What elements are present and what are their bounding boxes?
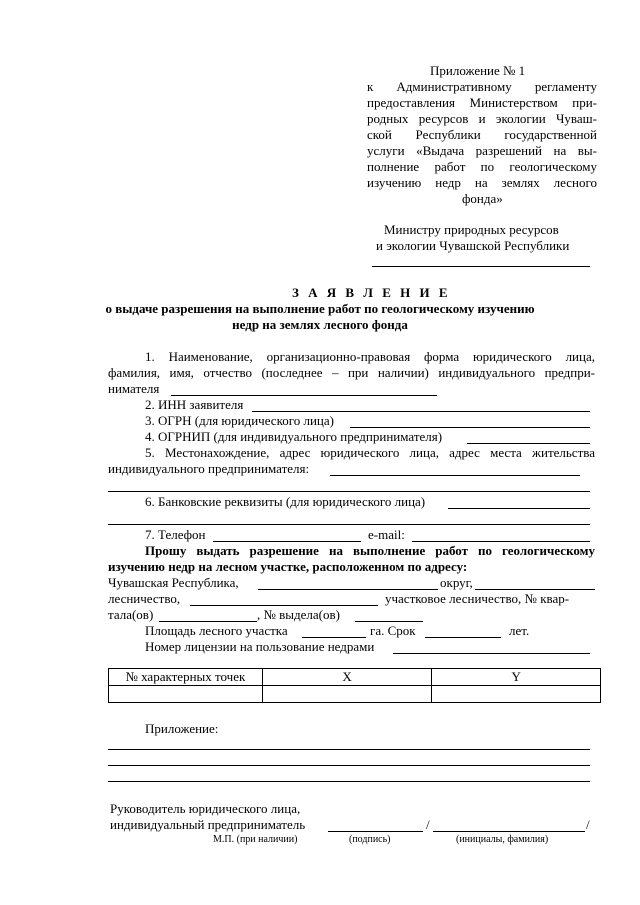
table-header-y: Y bbox=[432, 669, 601, 686]
request-district-forestry: участковое лесничество, № квар- bbox=[385, 591, 570, 606]
request-kvartal-blank[interactable] bbox=[159, 621, 257, 622]
field-4-label: 4. ОГРНИП (для индивидуального предпринимателя) bbox=[145, 429, 443, 444]
document-subtitle-2: недр на землях лесного фонда bbox=[232, 317, 408, 332]
appendix-line: родных ресурсов и экологии Чуваш- bbox=[367, 111, 597, 126]
field-3-label: 3. ОГРН (для юридического лица) bbox=[145, 413, 334, 428]
request-vydel: , № выдела(ов) bbox=[257, 607, 340, 622]
attachment-label: Приложение: bbox=[145, 721, 219, 736]
field-7-email-blank[interactable] bbox=[412, 541, 590, 542]
signature-sign-blank[interactable] bbox=[328, 831, 423, 832]
signature-mp-label: М.П. (при наличии) bbox=[213, 834, 298, 845]
request-vydel-blank[interactable] bbox=[355, 621, 423, 622]
field-5-line-1: 5. Местонахождение, адрес юридического лица, адрес места жительства bbox=[145, 445, 595, 460]
appendix-line: предоставления Министерством при- bbox=[367, 95, 597, 110]
field-5-blank-2[interactable] bbox=[108, 491, 590, 492]
appendix-line-last: фонда» bbox=[462, 191, 503, 206]
signature-name-label: (инициалы, фамилия) bbox=[456, 834, 549, 845]
request-line-2: изучению недр на лесном участке, расположенном по адресу: bbox=[108, 559, 468, 574]
request-republic: Чувашская Республика, bbox=[108, 575, 239, 590]
request-area: Площадь лесного участка bbox=[145, 623, 288, 638]
appendix-line: изучению недр на землях лесного bbox=[367, 175, 597, 190]
request-area-blank[interactable] bbox=[302, 637, 366, 638]
field-6-blank-2[interactable] bbox=[108, 524, 590, 525]
coordinates-table bbox=[108, 668, 601, 703]
request-okrug-blank-2[interactable] bbox=[475, 589, 595, 590]
request-okrug: округ, bbox=[440, 575, 473, 590]
field-7-email-label: e-mail: bbox=[368, 527, 405, 542]
addressee-line-2: и экологии Чувашской Республики bbox=[376, 238, 570, 253]
request-kvartal: тала(ов) bbox=[108, 607, 154, 622]
table-cell[interactable] bbox=[109, 686, 263, 703]
request-ha: га. Срок bbox=[370, 623, 416, 638]
signature-slash: / bbox=[426, 817, 430, 832]
signature-slash-end: / bbox=[586, 817, 590, 832]
attachment-blank-2[interactable] bbox=[108, 765, 590, 766]
request-license: Номер лицензии на пользование недрами bbox=[145, 639, 375, 654]
request-years: лет. bbox=[509, 623, 530, 638]
field-7-phone-label: 7. Телефон bbox=[145, 527, 206, 542]
field-6-blank[interactable] bbox=[448, 508, 590, 509]
field-4-blank[interactable] bbox=[467, 443, 590, 444]
request-okrug-blank[interactable] bbox=[258, 589, 438, 590]
table-cell[interactable] bbox=[262, 686, 432, 703]
document-subtitle-1: о выдаче разрешения на выполнение работ по геологическому изучению bbox=[105, 301, 535, 316]
table-row bbox=[109, 686, 601, 703]
field-5-line-2: индивидуального предпринимателя: bbox=[108, 461, 310, 476]
appendix-line: ской Республики государственной bbox=[367, 127, 597, 142]
table-row bbox=[109, 669, 601, 686]
field-1-blank[interactable] bbox=[171, 395, 437, 396]
attachment-blank-1[interactable] bbox=[108, 749, 590, 750]
signature-sign-label: (подпись) bbox=[349, 834, 391, 845]
field-5-blank[interactable] bbox=[330, 475, 580, 476]
addressee-blank[interactable] bbox=[372, 266, 590, 267]
request-license-blank[interactable] bbox=[393, 653, 590, 654]
field-2-blank[interactable] bbox=[252, 411, 590, 412]
signature-line-2: индивидуальный предприниматель bbox=[110, 817, 306, 832]
request-forestry-blank[interactable] bbox=[190, 605, 378, 606]
appendix-line: услуги «Выдача разрешений на вы- bbox=[367, 143, 597, 158]
signature-name-blank[interactable] bbox=[433, 831, 585, 832]
appendix-line: к Административному регламенту bbox=[367, 79, 597, 94]
field-2-label: 2. ИНН заявителя bbox=[145, 397, 244, 412]
attachment-blank-3[interactable] bbox=[108, 781, 590, 782]
field-1-line-3: нимателя bbox=[108, 381, 160, 396]
field-7-phone-blank[interactable] bbox=[213, 541, 361, 542]
table-cell[interactable] bbox=[432, 686, 601, 703]
request-term-blank[interactable] bbox=[425, 637, 501, 638]
signature-line-1: Руководитель юридического лица, bbox=[110, 801, 301, 816]
field-1-line-1: 1. Наименование, организационно-правовая форма юридического лица, bbox=[145, 349, 595, 364]
table-header-x: X bbox=[262, 669, 432, 686]
field-1-line-2: фамилия, имя, отчество (последнее – при наличии) индивидуального предпри- bbox=[108, 365, 595, 380]
appendix-number: Приложение № 1 bbox=[430, 63, 526, 78]
document-title: З А Я В Л Е Н И Е bbox=[292, 285, 451, 300]
request-forestry: лесничество, bbox=[108, 591, 181, 606]
appendix-line: полнение работ по геологическому bbox=[367, 159, 597, 174]
table-header-points: № характерных точек bbox=[109, 669, 263, 686]
field-6-label: 6. Банковские реквизиты (для юридического лица) bbox=[145, 494, 426, 509]
field-3-blank[interactable] bbox=[350, 427, 590, 428]
addressee-line-1: Министру природных ресурсов bbox=[384, 222, 559, 237]
request-line-1: Прошу выдать разрешение на выполнение работ по геологическому bbox=[145, 543, 595, 558]
